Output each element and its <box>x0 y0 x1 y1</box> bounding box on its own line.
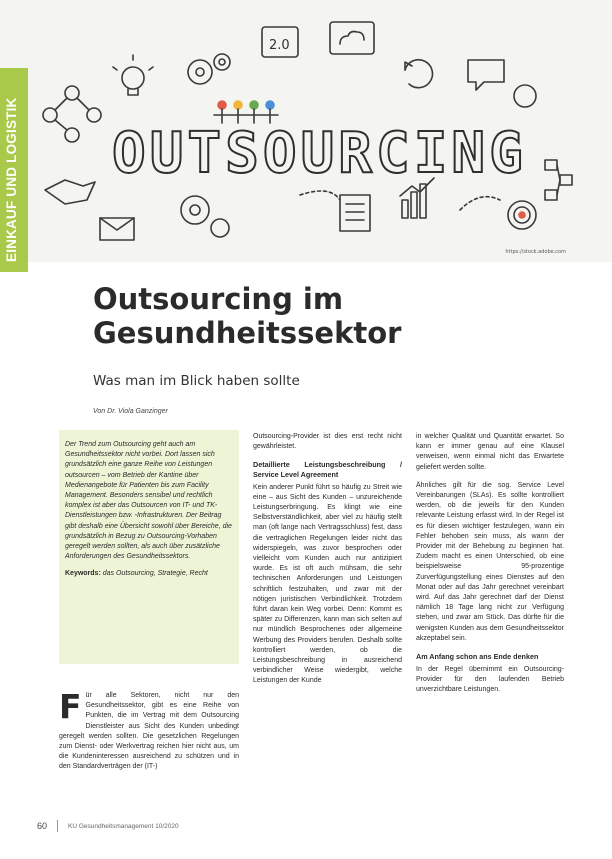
col2-paragraph-1: Outsourcing-Provider ist dies erst recht nicht gewährleistet. <box>253 433 402 451</box>
col2-paragraph-2: Kein anderer Punkt führt so häufig zu Streit wie eine – aus Sicht des Kunden – unzureichende Leistungserbringung. Es klingt wie eine Selbstverständlichkeit, aber viel zu häufig stellt man (oft lange nach Vertragsschluss) fest, dass die vertraglichen Regelungen leider nicht das widerspiegeln, was zuvor besprochen oder vielleicht vom Kunden auch nur antizipiert wurde. Es ist oft auch mühsam, die sehr technischen Anforderungen und Leistungen schriftlich festzuhalten, und zwar mit der nötigen juristischen Verbindlichkeit. Trotzdem führt daran kein Weg vorbei. Denn: Kommt es später zu Differenzen, kann man sich selten auf nur mündlich Besprochenes oder allgemeine Werbung des Providers berufen. Deshalb sollte kontrolliert werden, ob die Leistungsbeschreibung in ausreichend verbindlicher Weise wiedergibt, welche Leistungen der Kunde <box>253 483 402 685</box>
envelope-icon <box>100 218 134 240</box>
title-line-1: Outsourcing im <box>93 282 344 316</box>
dollar-icon <box>514 85 536 107</box>
body-column-2 <box>253 432 402 695</box>
keywords-label: Keywords: <box>65 570 101 578</box>
col1-paragraph-1: ür alle Sektoren, nicht nur den Gesundheitssektor, gibt es eine Reihe von Punkten, die im Vertrag mit dem Outsourcing Dienstleister aus Sicht des Kunden unbedingt geregelt werden sollten. Die gesetzlichen Regelungen zum Dienst- oder Werkvertrag reichen hier nicht aus, um die Kundeninteressen ausreichend zu schützen und in den Standardverträgen der (IT-) <box>59 692 239 771</box>
section-tab-label: EINKAUF UND LOGISTIK <box>4 97 19 262</box>
banner-word: OUTSOURCING <box>112 121 527 186</box>
col3-paragraph-1: in welcher Qualität und Quantität erwartet. So kann er immer genau auf eine Klausel verweisen, wenn einmal nicht das Erwartete geliefert werden sollte. <box>416 433 564 471</box>
drop-cap: F <box>59 687 82 726</box>
handshake-icon <box>45 180 95 204</box>
page-footer <box>37 820 179 832</box>
refresh-icon <box>405 60 432 88</box>
abstract-text: Der Trend zum Outsourcing geht auch am Gesundheitssektor nicht vorbei. Dort lassen sich grundsätzlich eine ganze Reihe von Leistungen outsourcen – vom Betrieb der Kantine über Medienangebote für Patienten bis zum Facility Management. Besonders sensibel und rechtlich komplex ist aber das Outsourcen von IT- und TK-Dienstleistungen bzw. -Infrastrukturen. Der Beitrag gibt deshalb eine Übersicht sowohl über Bereiche, die grundsätzlich in Bezug zu Outsourcing-Vorhaben geregelt werden sollten, als auch über zusätzliche Anforderungen des Gesundheitssektors. <box>65 441 232 561</box>
col3-paragraph-2: Ähnliches gilt für die sog. Service Level Vereinbarungen (SLAs). Es sollte kontrolliert werden, ob die jeweils für den Kunden relevante Leistung erfasst wird. In der Regel ist es für diesen wichtiger festzulegen, wann ein Fehler behoben sein muss, als wann der Provider mit der Behebung zu beginnen hat. Zudem macht es einen Unterschied, ob eine beispielsweise 95-prozentige Zurverfügungstellung eines Dienstes auf den Monat oder auf das Jahr gerechnet vereinbart wird. Auf das Jahr gerechnet darf der Dienst nämlich 18 Tage lang nicht zur Verfügung stehen, und zwar am Stück. Das dürfte für die wenigsten Kunden aus dem Gesundheitssektor akzeptabel sein. <box>416 481 564 642</box>
footer-divider <box>57 820 58 832</box>
badge-text: 2.0 <box>269 38 290 53</box>
article-title <box>93 282 513 350</box>
lightbulb-icon <box>113 55 153 95</box>
author-line: Von Dr. Viola Ganzinger <box>93 408 168 415</box>
abstract-box <box>59 430 239 664</box>
body-column-1 <box>59 687 239 781</box>
page-number: 60 <box>37 821 48 831</box>
org-chart-icon <box>545 160 572 200</box>
keywords-line <box>65 570 233 577</box>
keywords-list: das Outsourcing, Strategie, Recht <box>102 570 208 578</box>
target-icon <box>508 201 536 229</box>
hero-illustration <box>0 0 612 262</box>
col3-paragraph-3: In der Regel übernimmt ein Outsourcing-Provider für den laufenden Betrieb unverzichtbare Leistungen. <box>416 665 564 694</box>
people-chain-icon <box>214 101 278 123</box>
title-line-2: Gesundheitssektor <box>93 316 402 350</box>
article-subtitle: Was man im Blick haben sollte <box>93 373 300 389</box>
doodle-artwork <box>0 0 612 262</box>
body-column-3 <box>416 432 564 703</box>
cloud-upload-icon <box>330 22 374 54</box>
col3-heading-1: Am Anfang schon ans Ende denken <box>416 652 539 662</box>
image-credit: https://stock.adobe.com <box>505 249 566 255</box>
gears-bottom-icon <box>181 196 229 237</box>
checklist-icon <box>340 195 370 231</box>
chat-bubble-icon <box>468 60 504 90</box>
publication-name: KU Gesundheitsmanagement 10/2020 <box>68 822 179 830</box>
col2-heading-1: Detaillierte Leistungsbeschreibung / Service Level Agreement <box>253 460 402 479</box>
network-icon <box>43 86 101 142</box>
gears-icon <box>188 54 230 84</box>
